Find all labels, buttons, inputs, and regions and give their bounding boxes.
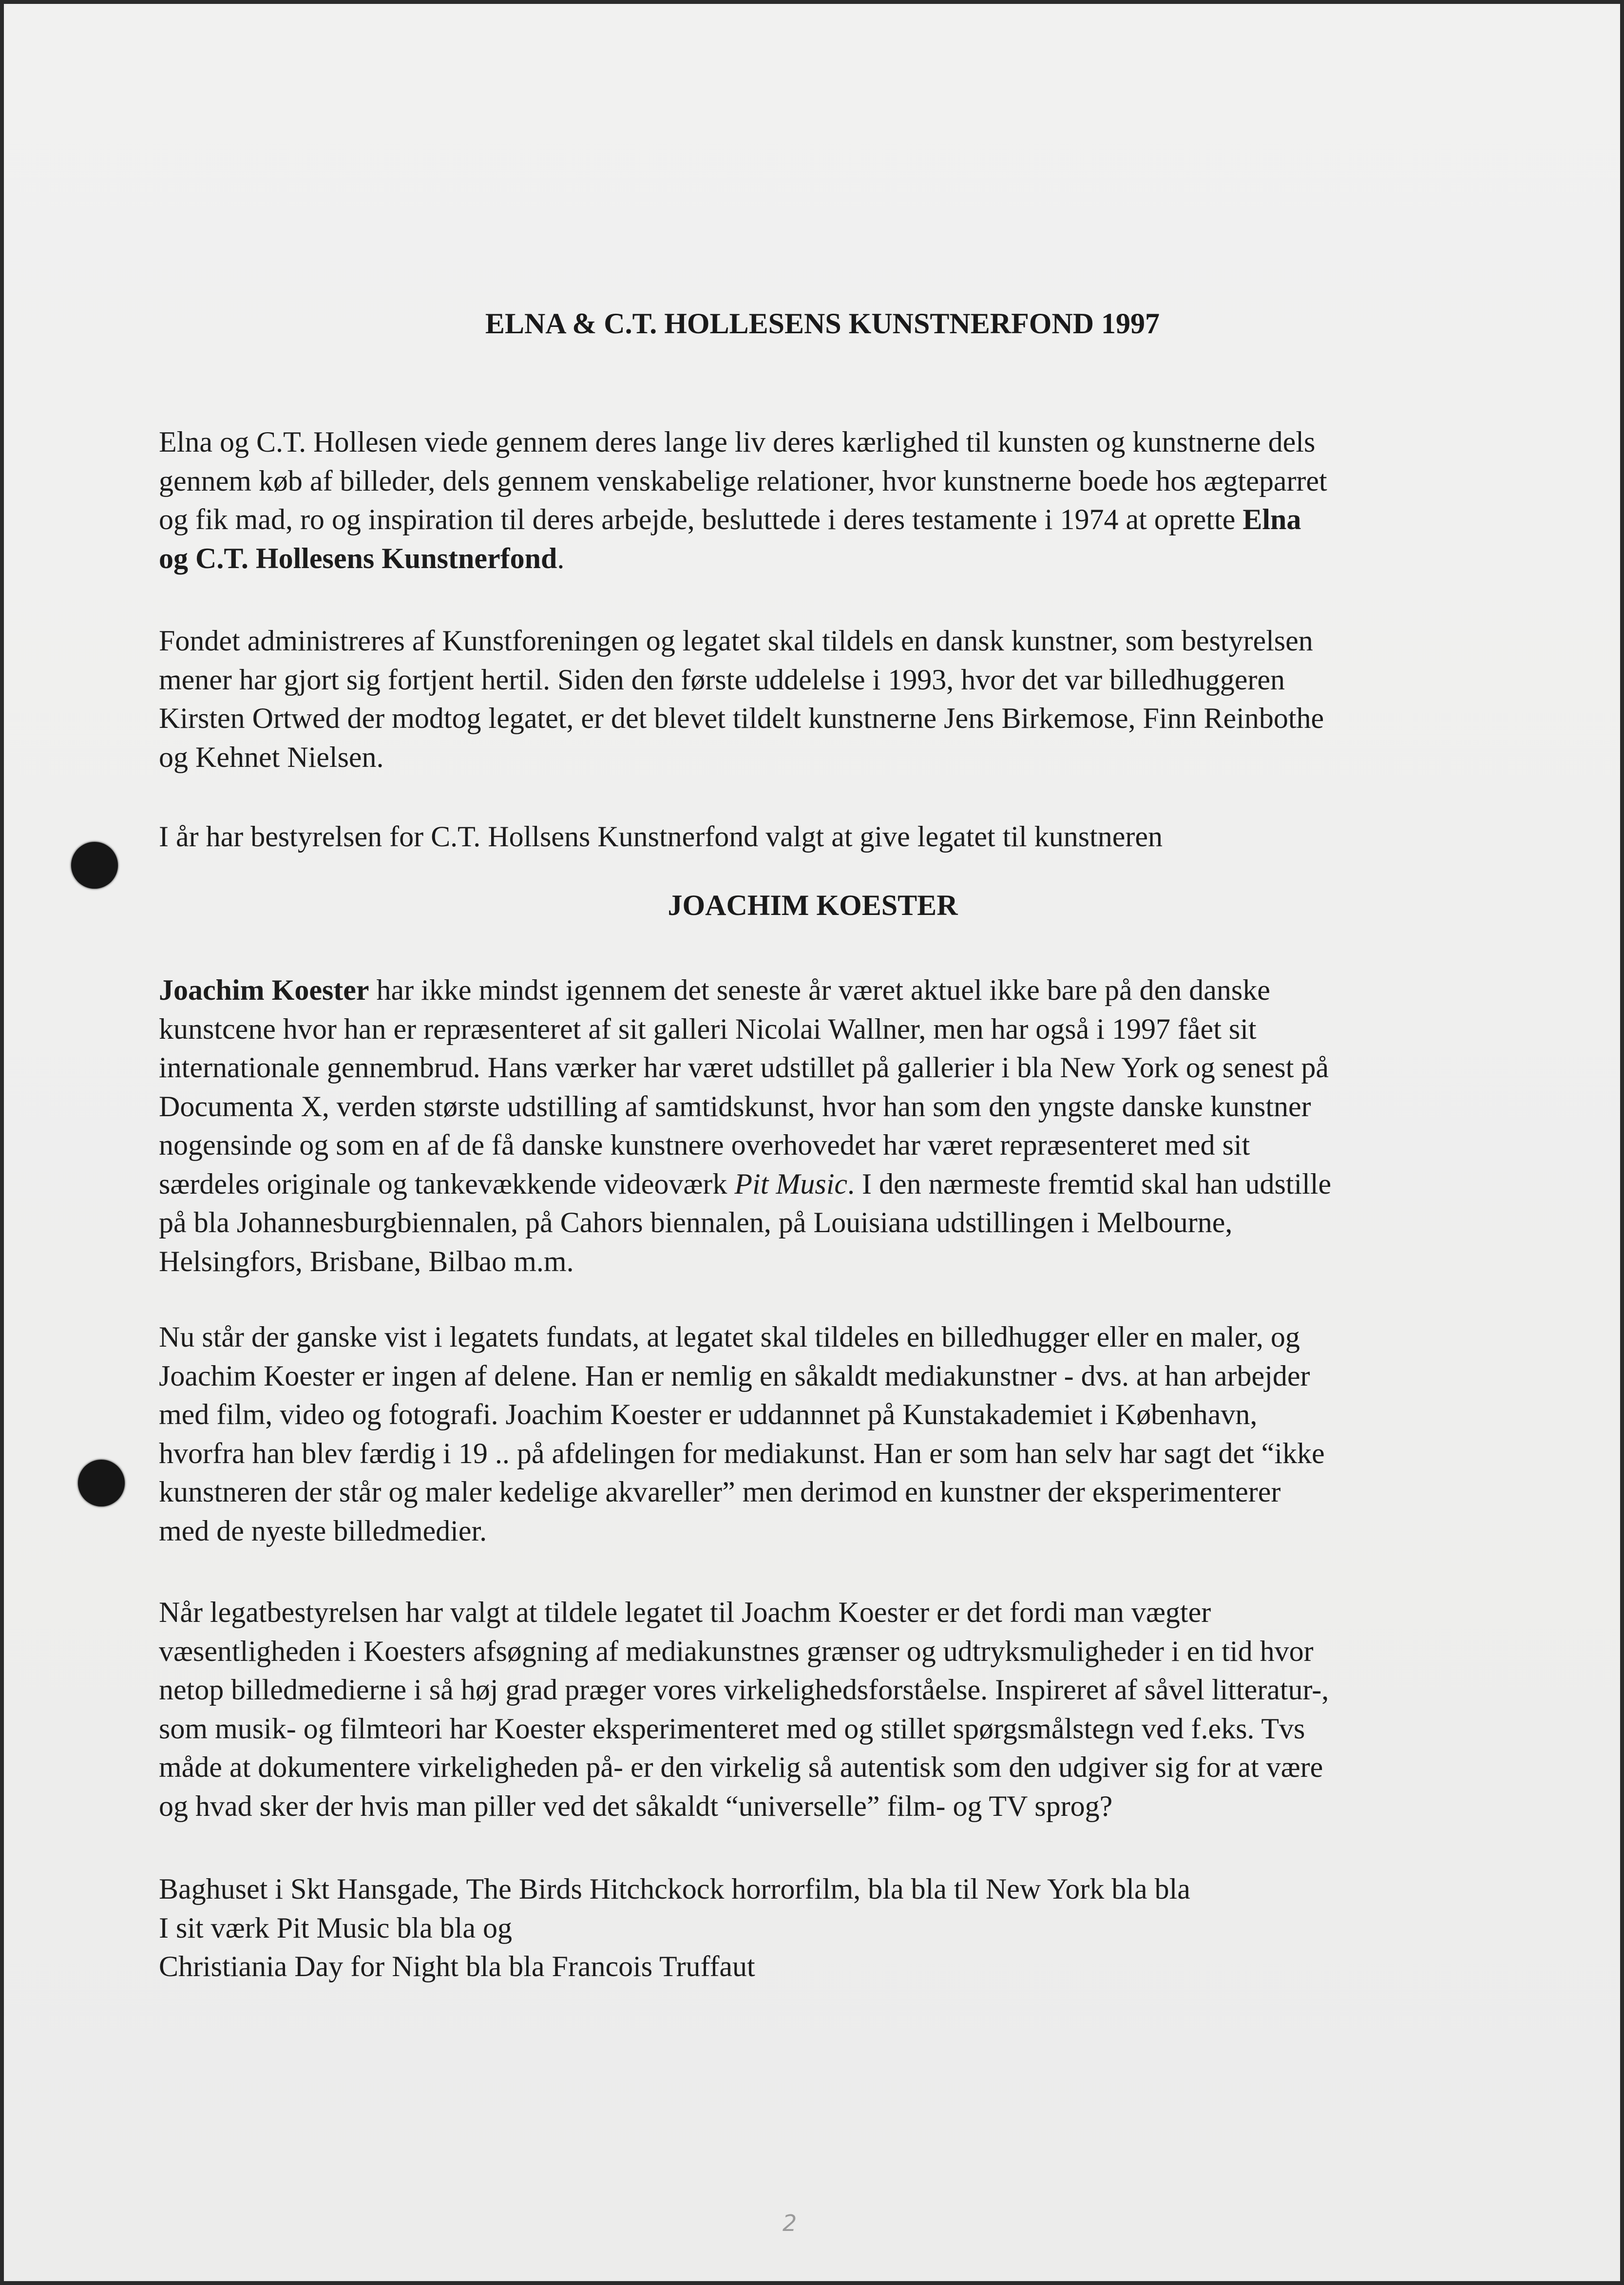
paragraph-line: Joachim Koester er ingen af delene. Han er nemlig en såkaldt mediakunstner - dvs. at han arbejder: [159, 1359, 1310, 1392]
paragraph-line: på bla Johannesburgbiennalen, på Cahors biennalen, på Louisiana udstillingen i Melbourne,: [159, 1206, 1233, 1238]
paragraph-line: med film, video og fotografi. Joachim Koester er uddannnet på Kunstakademiet i København,: [159, 1398, 1258, 1430]
paragraph-line: og Kehnet Nielsen.: [159, 741, 384, 773]
punch-hole-top: [71, 842, 118, 889]
paragraph-line: og hvad sker der hvis man piller ved det såkaldt “universelle” film- og TV sprog?: [159, 1790, 1113, 1822]
paragraph-line: netop billedmedierne i så høj grad præger vores virkelighedsforståelse. Inspireret af såvel litteratur-,: [159, 1674, 1329, 1706]
fund-name-bold: Elna: [1242, 503, 1301, 535]
paragraph-line: som musik- og filmteori har Koester eksperimenteret med og stillet spørgsmålstegn ved f.eks. Tvs: [159, 1712, 1305, 1745]
paragraph-line: [159, 1165, 1474, 1204]
paragraph-text: har ikke mindst igennem det seneste år været aktuel ikke bare på den danske: [369, 974, 1270, 1006]
punch-hole-bottom: [78, 1460, 125, 1506]
paragraph-line: væsentligheden i Koesters afsøgning af mediakunstnes grænser og udtryksmuligheder i en tid hvor: [159, 1635, 1314, 1667]
paragraph-line: Documenta X, verden største udstilling af samtidskunst, hvor han som den yngste danske kunstner: [159, 1090, 1311, 1123]
paragraph-line: hvorfra han blev færdig i 19 .. på afdelingen for mediakunst. Han er som han selv har sagt det “ikke: [159, 1437, 1325, 1469]
page-number-mark: 2: [783, 2210, 797, 2236]
paragraph-text: og fik mad, ro og inspiration til deres arbejde, besluttede i deres testamente i 1974 at oprette: [159, 503, 1243, 535]
paragraph-line: kunstcene hvor han er repræsenteret af sit galleri Nicolai Wallner, men har også i 1997 fået sit: [159, 1012, 1257, 1045]
paper-sheet: [4, 4, 1620, 2281]
paragraph-line: [159, 500, 1474, 539]
paragraph-line: kunstneren der står og maler kedelige akvareller” men derimod en kunstner der eksperimenterer: [159, 1476, 1281, 1508]
recipient-name-bold: Joachim Koester: [159, 974, 369, 1006]
paragraph-line: internationale gennembrud. Hans værker har været udstillet på gallerier i bla New York og senest på: [159, 1051, 1329, 1084]
paragraph-line: [159, 539, 1474, 578]
paragraph-line: Nu står der ganske vist i legatets fundats, at legatet skal tildeles en billedhugger eller en maler, og: [159, 1321, 1300, 1353]
paragraph-line: Når legatbestyrelsen har valgt at tildele legatet til Joachm Koester er det fordi man vægter: [159, 1596, 1211, 1628]
paragraph-line: gennem køb af billeder, dels gennem venskabelige relationer, hvor kunstnerne boede hos ægteparret: [159, 464, 1327, 497]
paragraph-line: med de nyeste billedmedier.: [159, 1514, 487, 1547]
recipient-name-heading: JOACHIM KOESTER: [668, 889, 958, 921]
paragraph-line: nogensinde og som en af de få danske kunstnere overhovedet har været repræsenteret med sit: [159, 1129, 1250, 1161]
paragraph-line: Baghuset i Skt Hansgade, The Birds Hitchckock horrorfilm, bla bla til New York bla bla: [159, 1873, 1190, 1905]
paragraph-line: Helsingfors, Brisbane, Bilbao m.m.: [159, 1245, 574, 1277]
paragraph-administration: [159, 622, 1474, 777]
paragraph-line: I år har bestyrelsen for C.T. Hollsens Kunstnerfond valgt at give legatet til kunstneren: [159, 820, 1163, 853]
paragraph-line: I sit værk Pit Music bla bla og: [159, 1911, 512, 1944]
paragraph-notes: [159, 1870, 1474, 1986]
paragraph-line: Kirsten Ortwed der modtog legatet, er det blevet tildelt kunstnerne Jens Birkemose, Finn Reinbothe: [159, 702, 1324, 734]
paragraph-line: Elna og C.T. Hollesen viede gennem deres lange liv deres kærlighed til kunsten og kunstnerne dels: [159, 426, 1316, 458]
paragraph-line: Fondet administreres af Kunstforeningen og legatet skal tildels en dansk kunstner, som bestyrelsen: [159, 625, 1313, 657]
artwork-title-italic: Pit Music: [734, 1167, 848, 1200]
paragraph-line: [159, 971, 1474, 1010]
paragraph-motivation: [159, 1593, 1474, 1826]
paragraph-line: Christiania Day for Night bla bla Francois Truffaut: [159, 1950, 755, 1982]
fund-name-bold: og C.T. Hollesens Kunstnerfond: [159, 542, 557, 574]
paragraph-text: . I den nærmeste fremtid skal han udstille: [847, 1167, 1332, 1200]
paragraph-recipient-bio: [159, 971, 1474, 1281]
paragraph-text: .: [557, 542, 565, 574]
paragraph-line: mener har gjort sig fortjent hertil. Siden den første uddelelse i 1993, hvor det var billedhuggeren: [159, 663, 1285, 696]
document-title: ELNA & C.T. HOLLESENS KUNSTNERFOND 1997: [485, 307, 1160, 340]
paragraph-text: særdeles originale og tankevækkende videoværk: [159, 1167, 735, 1200]
paragraph-intro: [159, 423, 1474, 578]
paragraph-announcement: [159, 818, 1474, 857]
paragraph-line: måde at dokumentere virkeligheden på- er den virkelig så autentisk som den udgiver sig for at være: [159, 1751, 1323, 1783]
paragraph-media-artist: [159, 1318, 1474, 1550]
